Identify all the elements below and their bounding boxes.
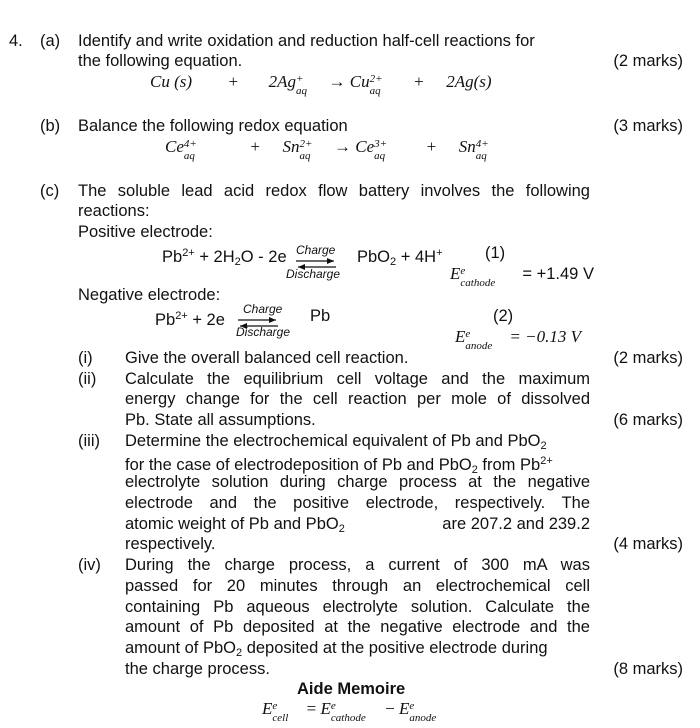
pos-pb-sup: 2+	[182, 247, 195, 259]
aide-memoire-equation	[262, 699, 445, 724]
positive-electrode-label: Positive electrode:	[78, 223, 213, 241]
neg-eq-number: (2)	[493, 307, 514, 325]
eq-a-plus1: +	[228, 72, 239, 91]
part-b-text: Balance the following redox equation	[78, 117, 348, 135]
iii-l1-text: Determine the electrochemical equivalent of Pb and PbO	[125, 432, 541, 450]
part-a-label: (a)	[40, 32, 61, 50]
aide-e-cell-sub: cell	[272, 712, 289, 724]
eq-b-plus1: +	[250, 137, 260, 156]
e-anode-sup: e	[465, 328, 471, 340]
pos-pbo-sub: 2	[390, 256, 397, 268]
pos-discharge-label: Discharge	[286, 267, 341, 281]
part-c-iv-line4: amount of Pb deposited at the negative electrode and the	[125, 618, 590, 636]
negative-electrode-label: Negative electrode:	[78, 286, 221, 304]
pos-eq-number: (1)	[485, 244, 506, 262]
pos-pb: Pb	[162, 248, 183, 266]
part-c-iii-marks: (4 marks)	[613, 535, 683, 553]
eq-b-p1: Ce	[355, 137, 375, 156]
positive-reaction-reactants	[162, 243, 287, 272]
part-c-iii-line6: respectively.	[125, 535, 216, 553]
iv-l5-sub: 2	[235, 647, 243, 659]
neg-discharge-label: Discharge	[236, 325, 291, 339]
e-anode-sub: anode	[465, 340, 493, 352]
eq-b-plus2: +	[426, 137, 437, 156]
pos-o-minus-e: O - 2e	[240, 248, 287, 266]
iii-l2-text2: from Pb	[477, 456, 541, 474]
part-c-ii-line2: energy change for the cell reaction per mole of dissolved	[125, 390, 590, 408]
question-number: 4.	[9, 32, 23, 50]
part-a-marks: (2 marks)	[613, 52, 683, 70]
e-anode-symbol: E	[455, 327, 466, 346]
eq-a-r1: Cu (s)	[150, 72, 193, 91]
aide-minus: −	[380, 699, 399, 718]
aide-e-cathode-sup: e	[330, 700, 336, 712]
part-c-iv-label: (iv)	[78, 556, 101, 574]
iii-l2-sup: 2+	[540, 455, 553, 467]
e-cathode-value: = +1.49 V	[522, 265, 594, 283]
part-a-equation	[150, 72, 492, 97]
iii-l1-sub: 2	[540, 440, 547, 452]
iv-l5-text: amount of PbO	[125, 639, 236, 657]
e-anode-value: = −0.13 V	[509, 327, 581, 346]
part-b-equation	[165, 137, 498, 162]
part-a-text-line2: the following equation.	[78, 52, 243, 70]
positive-reaction-products	[357, 243, 443, 272]
part-c-iii-line4: electrode and the positive electrode, respectively. The	[125, 494, 590, 512]
aide-e-cell: E	[262, 699, 273, 718]
eq-a-p1-sup: 2+	[369, 73, 383, 85]
eq-a-p1-sub: aq	[369, 85, 381, 97]
negative-reaction-reactants	[155, 306, 225, 330]
part-a-text-line1: Identify and write oxidation and reduction half-cell reactions for	[78, 32, 535, 50]
cathode-potential	[450, 264, 594, 289]
eq-b-r2-sup: 2+	[299, 138, 313, 150]
part-c-i-text: Give the overall balanced cell reaction.	[125, 349, 409, 367]
part-c-iv-line6: the charge process.	[125, 660, 270, 678]
eq-a-r2-sup: +	[296, 73, 304, 85]
neg-plus-2e: + 2e	[187, 311, 225, 329]
eq-a-r2: 2Ag	[268, 72, 297, 91]
pos-charge-label: Charge	[296, 243, 336, 257]
eq-b-p1-sup: 3+	[374, 138, 388, 150]
aide-equals: =	[302, 699, 321, 718]
e-cathode-sub: cathode	[460, 277, 496, 289]
part-c-iv-line2: passed for 20 minutes through an electrochemical cell	[125, 577, 590, 595]
anode-potential	[455, 327, 581, 352]
neg-charge-label: Charge	[243, 302, 283, 316]
eq-b-p2-sub: aq	[475, 150, 487, 162]
iii-l5-text: atomic weight of Pb and PbO	[125, 515, 339, 533]
e-cathode-symbol: E	[450, 264, 461, 283]
neg-pb-sup: 2+	[175, 310, 188, 322]
aide-e-anode: E	[398, 699, 410, 718]
part-b-marks: (3 marks)	[613, 117, 683, 135]
eq-a-p1: Cu	[349, 72, 370, 91]
part-c-i-label: (i)	[78, 349, 93, 367]
part-c-iii-line3: electrolyte solution during charge process at the negative	[125, 473, 590, 491]
eq-b-p1-sub: aq	[374, 150, 386, 162]
neg-pb: Pb	[155, 311, 176, 329]
pos-h: + 4H	[396, 248, 437, 266]
eq-a-p2: 2Ag(s)	[446, 72, 492, 91]
part-c-iv-line3: containing Pb aqueous electrolyte solution. Calculate the	[125, 598, 590, 616]
pos-h2o-sub: 2	[234, 256, 241, 268]
aide-e-cathode-sub: cathode	[330, 712, 366, 724]
eq-a-arrow: →	[328, 72, 346, 91]
eq-b-r2-sub: aq	[299, 150, 311, 162]
eq-b-arrow: →	[333, 137, 351, 156]
part-c-ii-line3: Pb. State all assumptions.	[125, 411, 316, 429]
pos-pbo: PbO	[357, 248, 391, 266]
aide-memoire-title: Aide Memoire	[297, 680, 406, 698]
iii-l2-sub: 2	[471, 464, 478, 476]
iii-l5-text2: are 207.2 and 239.2	[442, 515, 590, 533]
pos-mid: + 2H	[194, 248, 235, 266]
neg-product: Pb	[310, 307, 331, 325]
part-c-text-line2: reactions:	[78, 202, 150, 220]
pos-h-sup: +	[436, 247, 443, 259]
aide-e-anode-sup: e	[409, 700, 415, 712]
part-c-iii-label: (iii)	[78, 432, 100, 450]
eq-b-r1: Ce	[165, 137, 184, 156]
eq-b-r1-sup: 4+	[183, 138, 197, 150]
part-c-ii-marks: (6 marks)	[613, 411, 683, 429]
part-c-text-line1: The soluble lead acid redox flow battery involves the following	[78, 182, 590, 200]
part-c-i-marks: (2 marks)	[613, 349, 683, 367]
part-c-label: (c)	[40, 182, 60, 200]
eq-b-r1-sub: aq	[183, 150, 195, 162]
part-c-iv-marks: (8 marks)	[613, 660, 683, 678]
eq-b-p2: Sn	[458, 137, 476, 156]
part-b-label: (b)	[40, 117, 61, 135]
iii-l2-text: for the case of electrodeposition of Pb and PbO	[125, 456, 472, 474]
aide-e-anode-sub: anode	[409, 712, 437, 724]
part-c-ii-label: (ii)	[78, 370, 97, 388]
e-cathode-sup: e	[460, 265, 466, 277]
part-c-ii-line1: Calculate the equilibrium cell voltage and the maximum	[125, 370, 590, 388]
part-c-iv-line1: During the charge process, a current of 300 mA was	[125, 556, 590, 574]
eq-a-r2-sub: aq	[296, 85, 308, 97]
iii-l5-sub: 2	[338, 523, 345, 535]
eq-a-plus2: +	[414, 72, 424, 91]
eq-b-r2: Sn	[282, 137, 300, 156]
aide-e-cathode: E	[320, 699, 331, 718]
eq-b-p2-sup: 4+	[475, 138, 489, 150]
iv-l5-text2: deposited at the positive electrode during	[242, 639, 548, 657]
aide-e-cell-sup: e	[272, 700, 278, 712]
